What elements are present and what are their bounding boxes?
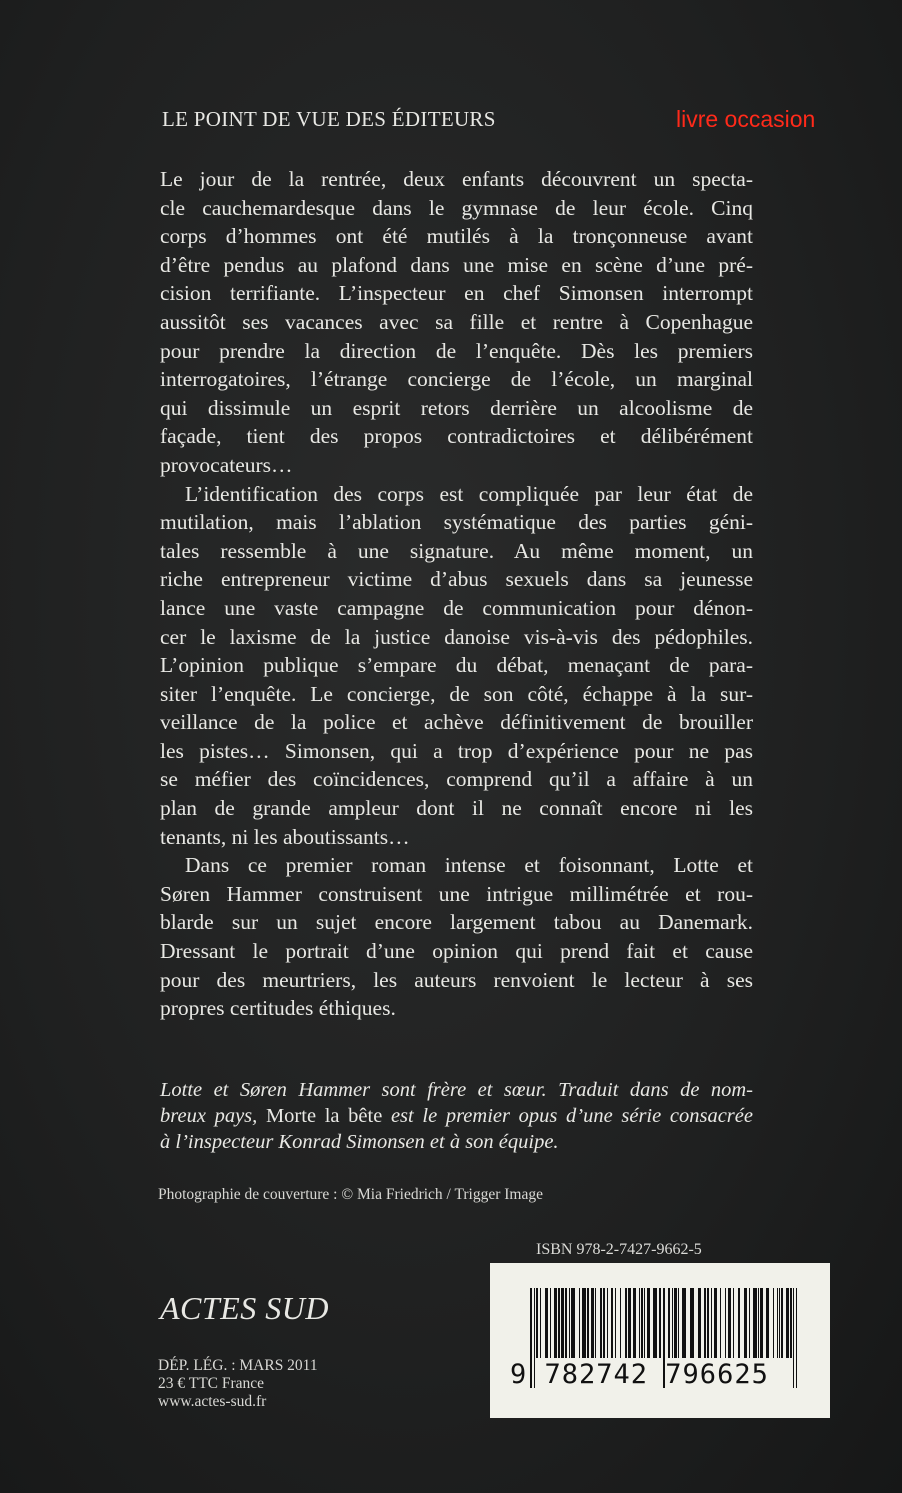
book-title: Morte la bête — [265, 1105, 383, 1127]
blurb-line: riche entrepreneur victime d’abus sexuels dans sa jeunesse — [160, 567, 753, 592]
bio-line: à l’inspecteur Konrad Simonsen et à son équipe. — [160, 1131, 559, 1153]
legal-deposit: DÉP. LÉG. : MARS 2011 — [158, 1357, 318, 1374]
blurb-line: propres certitudes éthiques. — [160, 996, 396, 1021]
price: 23 € TTC France — [158, 1375, 265, 1392]
barcode-bar — [540, 1288, 541, 1358]
author-bio — [160, 1077, 753, 1155]
barcode-bar — [591, 1288, 594, 1358]
blurb-line: siter l’enquête. Le concierge, de son côté, échappe à la sur- — [160, 681, 753, 706]
barcode-bar — [720, 1288, 721, 1358]
barcode-bar — [733, 1288, 734, 1358]
barcode-bar — [554, 1288, 557, 1358]
used-book-label: livre occasion — [676, 106, 816, 132]
barcode-bar — [647, 1288, 650, 1358]
barcode-bar — [753, 1288, 757, 1358]
barcode-bar — [668, 1288, 670, 1358]
barcode-bar — [615, 1288, 616, 1358]
website: www.actes-sud.fr — [158, 1393, 267, 1410]
publisher-logo: ACTES SUD — [160, 1290, 329, 1326]
barcode-bar — [607, 1288, 608, 1358]
barcode-bar — [793, 1288, 794, 1388]
blurb-line: tenants, ni les aboutissants… — [160, 824, 410, 849]
blurb-text — [160, 165, 753, 1023]
barcode-bar — [603, 1288, 605, 1358]
blurb-line: qui dissimule un esprit retors derrière un alcoolisme de — [160, 395, 753, 420]
blurb-line: pour des meurtriers, les auteurs renvoient le lecteur à ses — [160, 967, 753, 992]
barcode-bar — [536, 1288, 538, 1358]
blurb-line: provocateurs… — [160, 452, 293, 477]
barcode-bar — [678, 1288, 679, 1358]
blurb-line: se méfier des coïncidences, comprend qu’il a affaire à un — [160, 767, 753, 792]
barcode-bar — [777, 1288, 778, 1358]
barcode-bar — [790, 1288, 792, 1358]
barcode-bar — [644, 1288, 645, 1358]
barcode-bar — [545, 1288, 548, 1358]
isbn: ISBN 978-2-7427-9662-5 — [536, 1241, 702, 1258]
barcode-bar — [579, 1288, 580, 1358]
blurb-line: Dressant le portrait d’une opinion qui prend fait et cause — [160, 939, 753, 964]
blurb-line: tales ressemble à une signature. Au même moment, un — [160, 538, 753, 563]
barcode-bar — [571, 1288, 575, 1358]
blurb-line: d’être pendus au plafond dans une mise en scène d’une pré- — [160, 252, 753, 277]
blurb-line: blarde sur un sujet encore largement tabou au Danemark. — [160, 910, 753, 935]
barcode-bar — [611, 1288, 613, 1358]
barcode-bar — [781, 1288, 783, 1358]
blurb-line: façade, tient des propos contradictoires et délibérément — [160, 424, 753, 449]
barcode-bar — [620, 1288, 621, 1358]
barcode-bar — [672, 1288, 673, 1358]
blurb-line: cer le laxisme de la justice danoise vis-à-vis des pédophiles. — [160, 624, 753, 649]
barcode-bar — [773, 1288, 774, 1358]
section-heading: LE POINT DE VUE DES ÉDITEURS — [162, 107, 496, 131]
barcode-bar — [641, 1288, 643, 1358]
barcode-bar — [674, 1288, 677, 1358]
barcode-bar — [704, 1288, 706, 1358]
barcode — [490, 1263, 830, 1418]
barcode-bar — [600, 1288, 602, 1358]
blurb-line: Dans ce premier roman intense et foisonnant, Lotte et — [185, 853, 753, 878]
bio-text: breux pays, — [160, 1105, 266, 1127]
blurb-line: plan de grande ampleur dont il ne connaît encore ni les — [160, 796, 753, 821]
barcode-bar — [779, 1288, 780, 1358]
blurb-line: mutilation, mais l’ablation systématique des parties géni- — [160, 510, 753, 535]
barcode-bar — [714, 1288, 717, 1358]
blurb-line: pour prendre la direction de l’enquête. Dès les premiers — [160, 338, 753, 363]
legal-info — [158, 1357, 318, 1411]
blurb-line: Søren Hammer construisent une intrigue millimétrée et rou- — [160, 881, 753, 906]
bio-line: Lotte et Søren Hammer sont frère et sœur. Traduit dans de nom- — [160, 1079, 753, 1101]
barcode-bar — [587, 1288, 589, 1358]
barcode-bar — [682, 1288, 686, 1358]
barcode-bar — [728, 1288, 731, 1358]
blurb-line: les pistes… Simonsen, qui a trop d’expérience pour ne pas — [160, 738, 753, 763]
blurb-line: lance une vaste campagne de communication pour dénon- — [160, 595, 753, 620]
blurb-line: Le jour de la rentrée, deux enfants découvrent un specta- — [160, 167, 753, 191]
blurb-line: L’identification des corps est compliquée par leur état de — [185, 481, 753, 506]
barcode-bar — [625, 1288, 627, 1358]
bio-line — [160, 1103, 753, 1129]
barcode-bar — [711, 1288, 712, 1358]
photo-credit: Photographie de couverture : © Mia Friedrich / Trigger Image — [158, 1186, 543, 1203]
barcode-bar — [550, 1288, 551, 1358]
blurb-line: interrogatoires, l’étrange concierge de l’école, un marginal — [160, 367, 753, 392]
barcode-bar — [628, 1288, 631, 1358]
barcode-bar — [725, 1288, 726, 1358]
barcode-bar — [758, 1288, 759, 1358]
barcode-bar — [698, 1288, 701, 1358]
barcode-bar — [786, 1288, 789, 1358]
blurb-line: veillance de la police et achève définitivement de brouiller — [160, 710, 753, 735]
barcode-bar — [738, 1288, 740, 1358]
barcode-bar — [744, 1288, 747, 1358]
blurb-line: corps d’hommes ont été mutilés à la tronçonneuse avant — [160, 224, 753, 249]
barcode-bar — [707, 1288, 709, 1358]
barcode-digits: 9 782742 796625 — [510, 1359, 769, 1390]
blurb-line: L’opinion publique s’empare du débat, menaçant de para- — [160, 653, 753, 678]
barcode-bar — [659, 1288, 661, 1358]
barcode-bar — [595, 1288, 596, 1358]
barcode-bar — [582, 1288, 586, 1358]
blurb-line: aussitôt ses vacances avec sa fille et rentre à Copenhague — [160, 309, 753, 334]
barcode-bar — [558, 1288, 560, 1358]
bio-text: est le premier opus d’une série consacrée — [382, 1105, 753, 1127]
barcode-bar — [633, 1288, 636, 1358]
barcode-bar — [690, 1288, 694, 1358]
barcode-bar — [639, 1288, 640, 1358]
blurb-line: cision terrifiante. L’inspecteur en chef Simonsen interrompt — [160, 281, 753, 306]
barcode-bar — [565, 1288, 567, 1358]
blurb-line: cle cauchemardesque dans le gymnase de leur école. Cinq — [160, 195, 753, 220]
barcode-bar — [569, 1288, 570, 1358]
barcode-bar — [749, 1288, 750, 1358]
barcode-bar — [760, 1288, 763, 1358]
barcode-bar — [796, 1288, 797, 1388]
barcode-bar — [561, 1288, 564, 1358]
barcode-bar — [653, 1288, 657, 1358]
barcode-bar — [766, 1288, 769, 1358]
